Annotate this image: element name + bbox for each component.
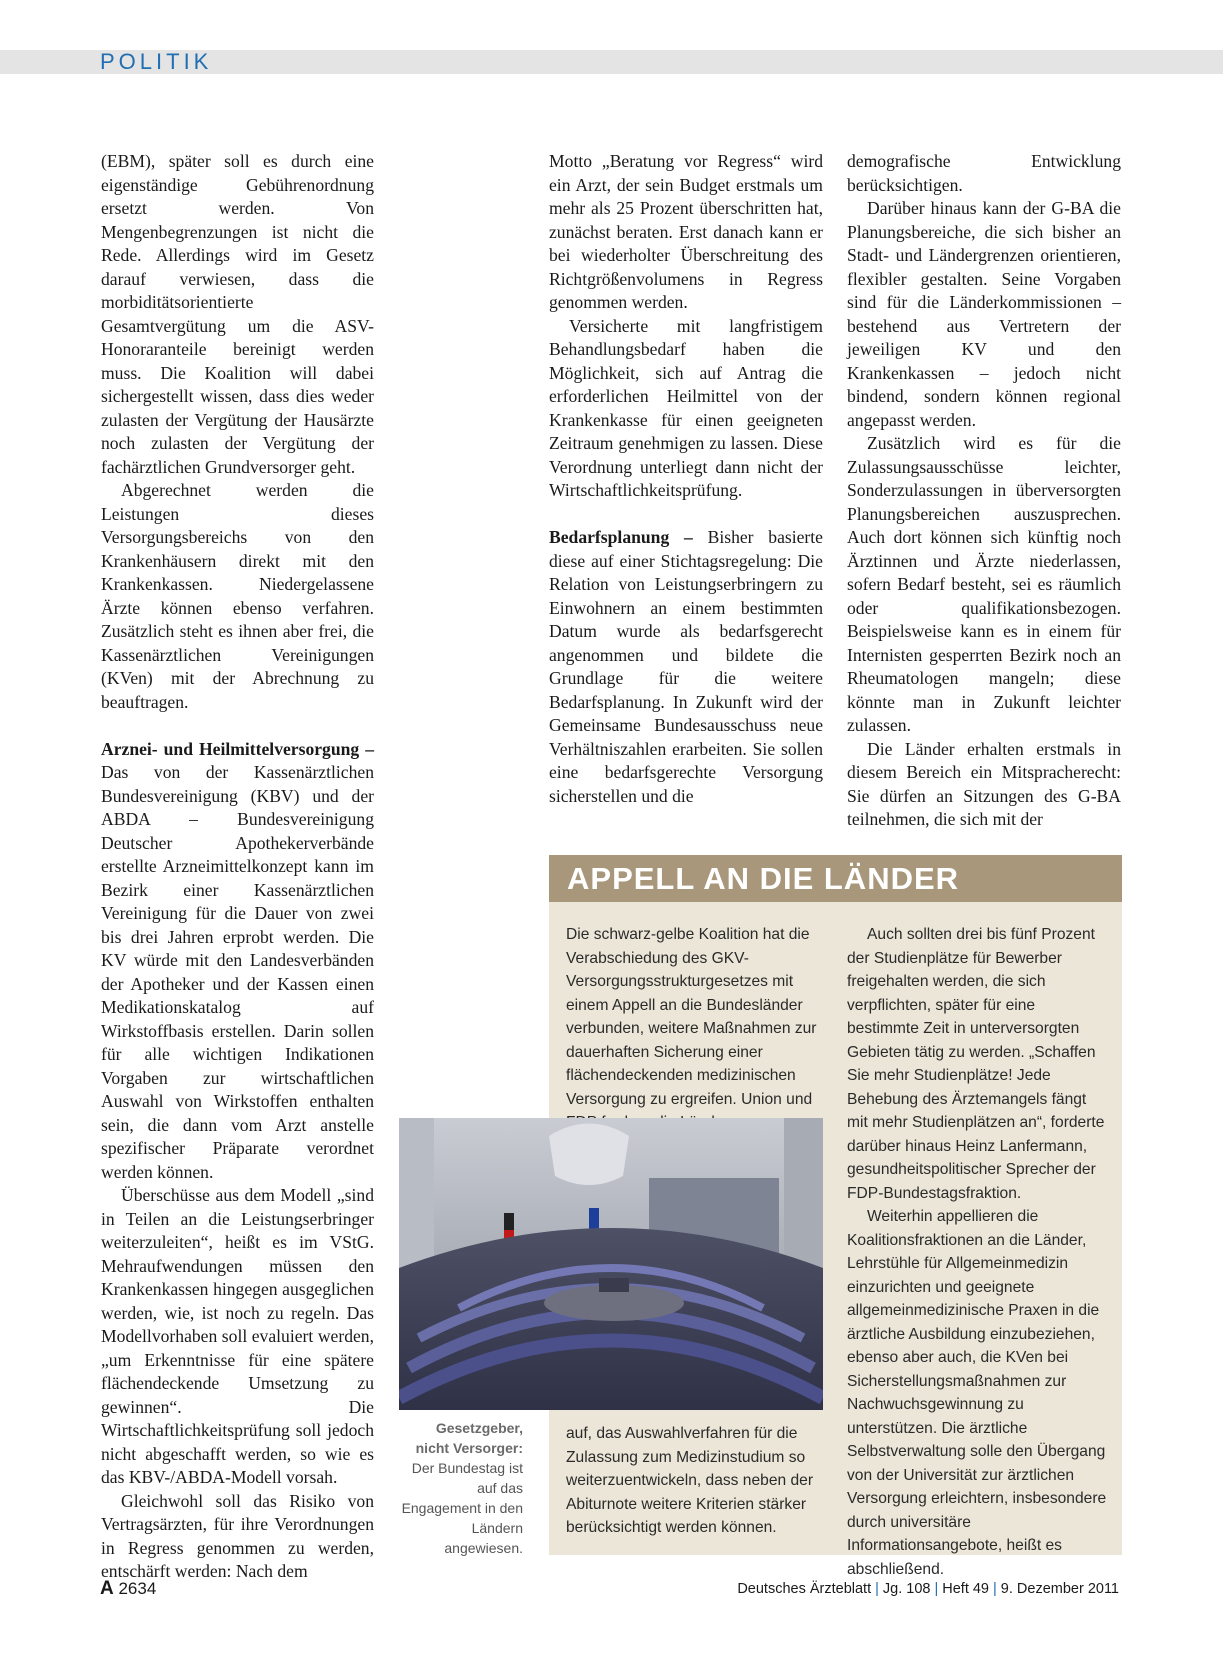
page-number (100, 1578, 156, 1600)
info-box-column-right (847, 923, 1109, 1581)
paragraph-text: Das von der Kassenärztlichen Bundesvereinigung (KBV) und der ABDA – Bundesvereinigung Deutscher Apothekerverbände erstellte Arzneimittelkonzept kann im Bezirk einer Kassenärztlichen Vereinigung für die Dauer von zwei bis drei Jahren erprobt werden. Die KV würde mit den Landesverbänden der Apotheker und der Kassen einen Medikationskatalog auf Wirkstoffbasis erstellen. Darin sollen für alle wichtigen Indikationen Vorgaben zur wirtschaftlichen Auswahl von Wirkstoffen enthalten sein, die dann vom Arzt anstelle spezifischer Präparate verordnet werden können. (101, 762, 374, 1182)
inline-heading: Bedarfsplanung – (549, 527, 693, 547)
text-column-3 (847, 150, 1121, 832)
paragraph: Weiterhin appellieren die Koalitionsfraktionen an die Länder, Lehrstühle für Allgemeinmedizin einzurichten und geeignete allgemeinmedizinische Praxen in die ärztliche Ausbildung einzubeziehen, ebenso aber auch, die KVen bei Sicherstellungsmaßnahmen zur Nachwuchsgewinnung zu unterstützen. Die ärztliche Selbstverwaltung solle den Übergang von der Universität zur ärztlichen Versorgung erleichtern, insbesondere durch universitäre Informationsangebote, heißt es abschließend. (847, 1208, 1107, 1578)
paragraph: Motto „Beratung vor Regress“ wird ein Arzt, der sein Budget erstmals um mehr als 25 Prozent überschritten hat, zunächst beraten. Erst danach kann er bei wiederholter Überschreitung des Richtgrößenvolumens in Regress genommen werden. (549, 151, 823, 312)
info-box-header (549, 855, 1122, 902)
caption-text: Der Bundestag ist auf das Engagement in den Ländern angewiesen. (401, 1460, 523, 1556)
separator: | (934, 1581, 939, 1597)
paragraph: (EBM), später soll es durch eine eigenständige Gebührenordnung ersetzt werden. Von Mengenbegrenzungen ist nicht die Rede. Allerdings wird im Gesetz darauf verwiesen, dass die morbiditätsorientierte Gesamtvergütung um die ASV-Honoraranteile bereinigt werden muss. Die Koalition will dabei sichergestellt wissen, dass dies weder zulasten der Vergütung der Hausärzte noch zulasten der Vergütung der fachärztlichen Grundversorger geht. (101, 151, 374, 477)
paragraph: Die Länder erhalten erstmals in diesem Bereich ein Mitspracherecht: Sie dürfen an Sitzungen des G-BA teilnehmen, die sich mit der (847, 738, 1121, 829)
paragraph: Überschüsse aus dem Modell „sind in Teilen an die Leistungserbringer weiterzuleiten“, heißt es im VStG. Mehraufwendungen müssen den Krankenkassen hingegen ausgeglichen werden, wie, ist noch zu regeln. Das Modellvorhaben soll evaluiert werden, „um Erkenntnisse für eine spätere flächendeckende Umsetzung zu gewinnen“. Die Wirtschaftlichkeitsprüfung soll jedoch nicht abgeschafft werden, so wie es das KBV-/ABDA-Modell vorsah. (101, 1185, 374, 1487)
paragraph (549, 526, 823, 808)
paragraph (101, 738, 374, 1185)
caption-heading: Gesetzgeber, nicht Versorger: (415, 1420, 523, 1456)
federal-eagle-icon (549, 1124, 629, 1186)
separator: | (875, 1581, 879, 1597)
text-column-1 (101, 150, 374, 1584)
info-box-column-left-bottom (566, 1422, 828, 1540)
date: 9. Dezember 2011 (1000, 1581, 1119, 1597)
paragraph: Auch sollten drei bis fünf Prozent der Studienplätze für Bewerber freigehalten werden, die sich verpflichten, später für eine bestimmte Zeit in unterversorgten Gebieten tätig zu werden. „Schaffen Sie mehr Studienplätze! Jede Behebung des Ärztemangels fängt mit mehr Studienplätzen an“, forderte darüber hinaus Heinz Lanfermann, gesundheitspolitischer Sprecher der FDP-Bundestagsfraktion. (847, 926, 1105, 1202)
journal-name: Deutsches Ärzteblatt (737, 1581, 872, 1597)
page-prefix: A (100, 1578, 114, 1599)
text-column-2 (549, 150, 823, 808)
separator: | (993, 1581, 997, 1597)
paragraph: Versicherte mit langfristigem Behandlungsbedarf haben die Möglichkeit, sich auf Antrag die erforderlichen Heilmittel von der Krankenkasse für einen geeigneten Zeitraum genehmigen zu lassen. Diese Verordnung unterliegt dann nicht der Wirtschaftlichkeitsprüfung. (549, 315, 823, 500)
bundestag-photo (399, 1118, 823, 1410)
inline-heading: Arznei- und Heilmittelversorgung – (101, 738, 374, 759)
volume: Jg. 108 (882, 1581, 931, 1597)
photo-caption (401, 1418, 523, 1558)
info-box-title: APPELL AN DIE LÄNDER (567, 861, 960, 896)
paragraph: Abgerechnet werden die Leistungen dieses Versorgungsbereichs von den Krankenhäusern direkt mit den Krankenkassen. Niedergelassene Ärzte können ebenso verfahren. Zusätzlich steht es ihnen aber frei, die Kassenärztlichen Vereinigungen (KVen) mit der Abrechnung zu beauftragen. (101, 480, 374, 712)
paragraph: Gleichwohl soll das Risiko von Vertragsärzten, für ihre Verordnungen in Regress genommen zu werden, entschärft werden: Nach dem (101, 1490, 374, 1581)
paragraph-text: Bisher basierte diese auf einer Stichtagsregelung: Die Relation von Leistungserbringern zu Einwohnern an einem bestimmten Datum wurde als bedarfsgerecht angenommen und bildete die Grundlage für die weitere Bedarfsplanung. In Zukunft wird der Gemeinsame Bundesausschuss neue Verhältniszahlen erarbeiten. Sie sollen eine bedarfsgerechte Versorgung sicherstellen und die (549, 527, 823, 806)
paragraph: Zusätzlich wird es für die Zulassungsausschüsse leichter, Sonderzulassungen in überversorgten Planungsbereichen auszusprechen. Auch dort können sich künftig noch Ärztinnen und Ärzte niederlassen, sofern Bedarf besteht, sei es räumlich oder qualifikationsbezogen. Beispielsweise kann es in einem für Internisten gesperrten Bezirk noch an Rheumatologen mangeln; diese könnte man in Zukunft leichter zulassen. (847, 433, 1121, 735)
paragraph: Die schwarz-gelbe Koalition hat die Verabschiedung des GKV-Versorgungsstrukturgesetzes mit einem Appell an die Bundesländer verbunden, weitere Maßnahmen zur dauerhaften Sicherung einer flächendeckenden medizinischen Versorgung zu ergreifen. Union und (566, 926, 817, 1108)
footer-info (737, 1581, 1119, 1597)
paragraph: Darüber hinaus kann der G-BA die Planungsbereiche, die sich bisher an Stadt- und Ländergrenzen orientieren, flexibler gestalten. Seine Vorgaben sind für die Länderkommissionen – bestehend aus Vertretern der jeweiligen KV und den Krankenkassen – jedoch nicht bindend, sondern können regional angepasst werden. (847, 198, 1121, 430)
paragraph: auf, das Auswahlverfahren für die Zulassung zum Medizinstudium so weiterzuentwickeln, dass neben der Abiturnote weitere Kriterien stärker berücksichtigt werden können. (566, 1425, 814, 1536)
issue: Heft 49 (942, 1581, 989, 1597)
info-box-column-left-top (566, 923, 828, 1135)
section-label: POLITIK (100, 49, 213, 74)
page-number-value: 2634 (118, 1579, 157, 1598)
paragraph: demografische Entwicklung berücksichtigen. (847, 151, 1121, 195)
